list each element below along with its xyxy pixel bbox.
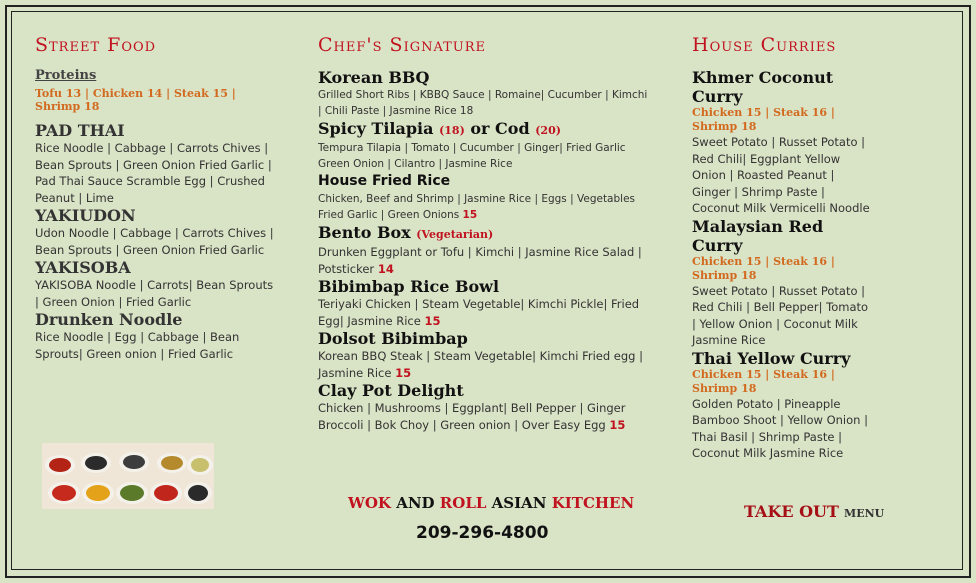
dish-name-part: Spicy Tilapia (318, 119, 434, 138)
curry-price-line: Chicken 15 | Steak 16 | Shrimp 18 (692, 106, 835, 133)
protein-price-line: Tofu 13 | Chicken 14 | Steak 15 | Shrimp 18 (35, 87, 236, 113)
dish-description (318, 191, 648, 223)
protein-name: Tofu (35, 87, 62, 100)
dish-korean-bbq (318, 68, 648, 119)
protein-name: Shrimp (692, 268, 738, 282)
take-out-label: TAKE OUT (744, 502, 839, 521)
dish-pad-thai (35, 121, 280, 206)
dish-name: Bibimbap Rice Bowl (318, 277, 500, 296)
curry-thai-yellow (692, 349, 872, 462)
section-title-street-food: Street Food (35, 34, 157, 56)
dish-description: Rice Noodle | Cabbage | Carrots Chives | Bean Sprouts | Green Onion Fried Garlic | Pad Thai Sauce Scramble Egg | Crushed Peanut | Lime (35, 141, 272, 205)
spice-spoons-image (42, 443, 214, 509)
dish-price: 15 (395, 365, 412, 380)
dish-description (318, 400, 648, 433)
dish-price: 15 (462, 209, 478, 221)
protein-price: 15 (746, 254, 762, 268)
restaurant-name-kitchen: KITCHEN (551, 494, 635, 512)
restaurant-name-wok: WOK (348, 494, 391, 512)
dish-description-text: Teriyaki Chicken | Steam Vegetable| Kimchi Pickle| Fried Egg| Jasmine Rice (318, 297, 640, 328)
protein-price: 15 (746, 367, 762, 381)
curry-name: Thai Yellow Curry (692, 348, 851, 368)
protein-name: Steak (173, 87, 209, 100)
dish-description: Udon Noodle | Cabbage | Carrots Chives | Bean Sprouts | Green Onion Fried Garlic (35, 226, 274, 257)
curry-description: Sweet Potato | Russet Potato | Red Chili| Eggplant Yellow Onion | Roasted Peanut | Ginger | Shrimp Paste | Coconut Milk Vermicelli Noodle (692, 135, 870, 215)
dish-description (318, 296, 648, 329)
protein-price: 16 (811, 367, 828, 381)
protein-price: 15 (212, 87, 228, 100)
house-curries-section (692, 34, 872, 462)
curry-price-line: Chicken 15 | Steak 16 | Shrimp 18 (692, 367, 835, 395)
protein-name: Chicken (692, 367, 743, 381)
dish-description-text: Drunken Eggplant or Tofu | Kimchi | Jasmine Rice Salad | Potsticker (318, 245, 642, 276)
dish-clay-pot-delight (318, 381, 648, 433)
protein-price: 18 (741, 120, 757, 133)
dish-price: 15 (424, 313, 441, 328)
protein-name: Steak (773, 254, 808, 268)
dish-description: Tempura Tilapia | Tomato | Cucumber | Ginger| Fried Garlic Green Onion | Cilantro | Jasmine Rice (318, 142, 626, 170)
dish-yakiudon (35, 206, 280, 258)
protein-name: Steak (773, 367, 808, 381)
dish-description-text: Korean BBQ Steak | Steam Vegetable| Kimchi Fried egg | Jasmine Rice (318, 349, 644, 380)
dish-description (318, 348, 648, 381)
dish-description: YAKISOBA Noodle | Carrots| Bean Sprouts | Green Onion | Fried Garlic (35, 278, 274, 309)
restaurant-name-asian: ASIAN (491, 494, 547, 512)
protein-price: 18 (741, 381, 757, 395)
curry-malaysian-red (692, 217, 872, 349)
protein-name: Chicken (692, 106, 743, 119)
take-out-menu-label (744, 502, 884, 521)
dish-name (318, 223, 648, 244)
protein-name: Shrimp (692, 381, 738, 395)
curry-name: Khmer Coconut Curry (692, 68, 834, 106)
dish-description: Grilled Short Ribs | KBBQ Sauce | Romaine| Cucumber | Kimchi | Chili Paste | Jasmine Rice 18 (318, 89, 648, 117)
protein-name: Chicken (92, 87, 144, 100)
dish-description (318, 244, 648, 277)
protein-name: Shrimp (692, 120, 738, 133)
dish-name: Clay Pot Delight (318, 381, 464, 400)
protein-price: 18 (741, 268, 757, 282)
dish-name (318, 119, 648, 140)
chefs-signature-section (318, 34, 648, 433)
restaurant-name (348, 494, 634, 512)
dish-bibimbap-rice-bowl (318, 277, 648, 329)
dish-name: House Fried Rice (318, 173, 451, 189)
restaurant-name-and: AND (396, 494, 435, 512)
vegetarian-tag: (Vegetarian) (416, 228, 494, 241)
dish-name-part: or Cod (470, 119, 530, 138)
protein-name: Shrimp (35, 100, 81, 113)
street-food-section (35, 34, 280, 362)
protein-name: Chicken (692, 254, 743, 268)
dish-name: Dolsot Bibimbap (318, 329, 468, 348)
dish-price: 15 (609, 417, 626, 432)
section-title-house-curries: House Curries (692, 34, 837, 56)
dish-name: PAD THAI (35, 121, 125, 140)
protein-price: 16 (811, 106, 828, 119)
dish-description: Rice Noodle | Egg | Cabbage | Bean Sprouts| Green onion | Fried Garlic (35, 330, 240, 361)
dish-drunken-noodle (35, 310, 280, 362)
dish-price: (20) (535, 124, 561, 137)
dish-spicy-tilapia (318, 119, 648, 172)
dish-name: YAKIUDON (35, 206, 136, 225)
dish-description-text: Chicken, Beef and Shrimp | Jasmine Rice | Eggs | Vegetables Fried Garlic | Green Onions (318, 193, 636, 221)
proteins-label: Proteins (35, 68, 97, 83)
phone-number: 209-296-4800 (416, 523, 549, 543)
dish-name-text: Bento Box (318, 223, 411, 242)
protein-price: 15 (746, 106, 762, 119)
restaurant-name-roll: ROLL (439, 494, 487, 512)
dish-price: 14 (377, 261, 394, 276)
curry-name: Malaysian Red Curry (692, 216, 824, 255)
protein-price: 14 (146, 87, 163, 100)
dish-name: Drunken Noodle (35, 310, 183, 329)
dish-name: Korean BBQ (318, 68, 430, 87)
menu-label: MENU (844, 507, 885, 520)
curry-khmer-coconut (692, 68, 872, 217)
protein-price: 18 (84, 100, 100, 113)
dish-house-fried-rice (318, 172, 648, 223)
curry-description: Sweet Potato | Russet Potato | Red Chili | Bell Pepper| Tomato | Yellow Onion | Coconut Milk Jasmine Rice (692, 283, 869, 347)
dish-description-text: Chicken | Mushrooms | Eggplant| Bell Pepper | Ginger Broccoli | Bok Choy | Green onion | Over Easy Egg (318, 401, 626, 432)
section-title-chefs-signature: Chef's Signature (318, 34, 487, 56)
dish-price: (18) (439, 124, 465, 137)
protein-name: Steak (773, 106, 808, 119)
curry-description: Golden Potato | Pineapple Bamboo Shoot | Yellow Onion | Thai Basil | Shrimp Paste | Coconut Milk Jasmine Rice (692, 396, 868, 460)
curry-price-line: Chicken 15 | Steak 16 | Shrimp 18 (692, 254, 835, 282)
protein-price: 13 (65, 87, 82, 100)
dish-bento-box (318, 223, 648, 277)
dish-name: YAKISOBA (35, 258, 131, 277)
protein-price: 16 (811, 254, 828, 268)
dish-dolsot-bibimbap (318, 329, 648, 381)
dish-yakisoba (35, 258, 280, 310)
